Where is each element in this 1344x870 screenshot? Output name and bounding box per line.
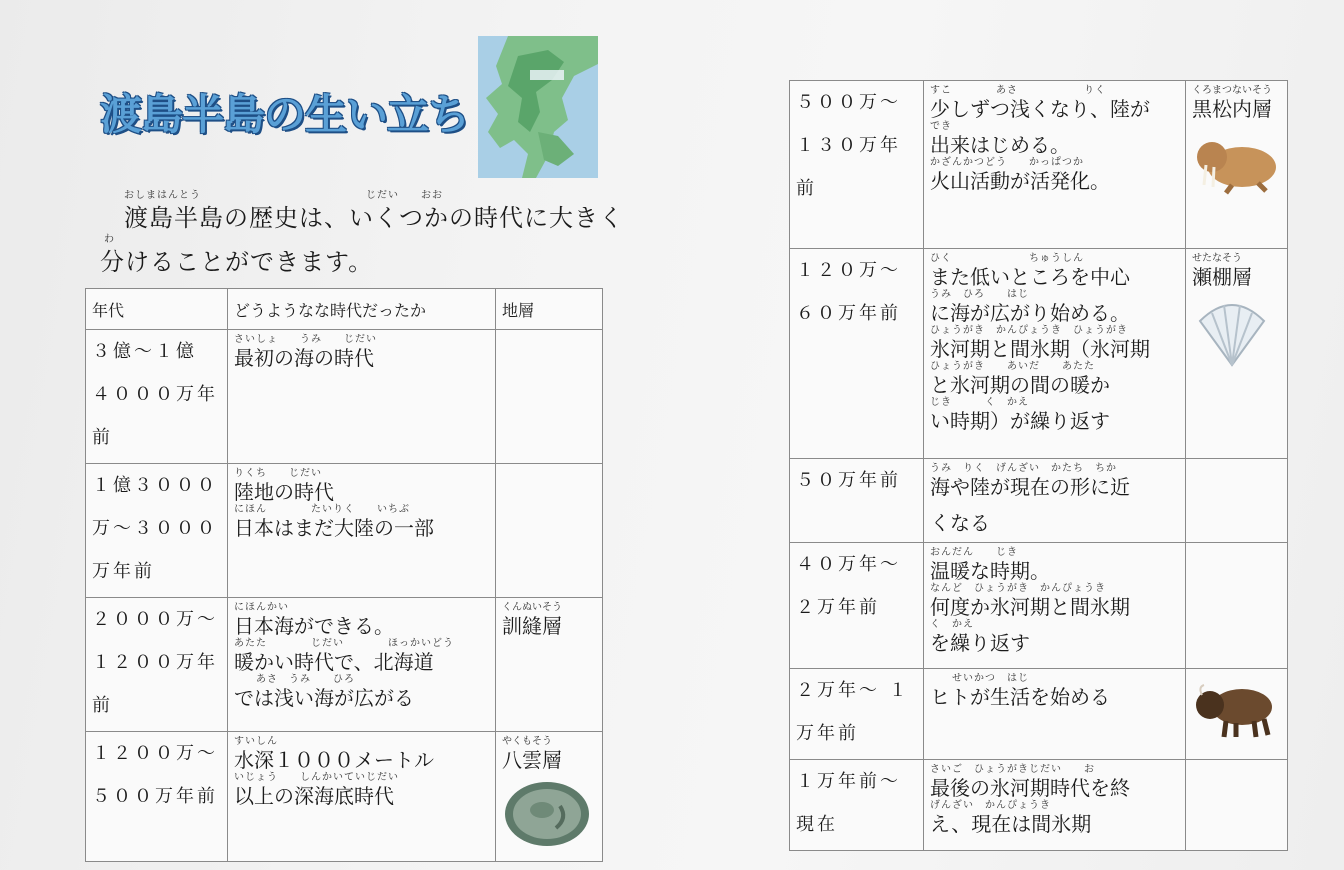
desc-line bbox=[930, 800, 1179, 836]
table-row bbox=[790, 81, 1288, 249]
ruby: あさ うみ ひろ bbox=[234, 674, 355, 685]
ruby: さいご ひょうがきじだい お bbox=[930, 764, 1095, 775]
desc-cell bbox=[924, 459, 1186, 543]
table-row bbox=[790, 249, 1288, 459]
era-cell: １２００万～ ５００万年前 bbox=[86, 732, 228, 862]
desc-line bbox=[930, 463, 1179, 499]
ruby: いじょう しんかいていじだい bbox=[234, 772, 399, 783]
era-cell: ３億～１億 ４０００万年 前 bbox=[86, 330, 228, 464]
layer-ruby: くろまつないそう bbox=[1192, 85, 1272, 96]
layer-cell bbox=[1186, 81, 1288, 249]
era-cell: ４０万年～ ２万年前 bbox=[790, 543, 924, 669]
desc-line bbox=[234, 736, 489, 772]
oshima-peninsula-map bbox=[478, 36, 598, 178]
layer-cell bbox=[1186, 760, 1288, 851]
desc-line bbox=[234, 772, 489, 808]
ruby: じき く かえ bbox=[930, 397, 1029, 408]
table-row bbox=[790, 543, 1288, 669]
ruby: さいしょ うみ じだい bbox=[234, 334, 377, 345]
desc-cell bbox=[924, 760, 1186, 851]
desc-text: に海が広がり始める。 bbox=[930, 301, 1130, 325]
desc-line bbox=[930, 289, 1179, 325]
desc-cell bbox=[924, 669, 1186, 760]
ruby: ひょうがき あいだ あたた bbox=[930, 361, 1095, 372]
walrus-illustration bbox=[1192, 127, 1280, 195]
table-row bbox=[86, 598, 603, 732]
era-table-left bbox=[85, 288, 603, 862]
desc-text: い時期）が繰り返す bbox=[930, 409, 1110, 433]
desc-line bbox=[930, 583, 1179, 619]
desc-text: 陸地の時代 bbox=[234, 480, 334, 504]
table-header-row bbox=[86, 289, 603, 330]
desc-text: 最初の海の時代 bbox=[234, 346, 374, 370]
desc-text: 温暖な時期。 bbox=[930, 559, 1050, 583]
layer-name: 瀬棚層 bbox=[1192, 265, 1252, 289]
ruby: うみ りく げんざい かたち ちか bbox=[930, 463, 1117, 474]
desc-line bbox=[930, 547, 1179, 583]
header-era: 年代 bbox=[86, 289, 228, 330]
intro-line-1: 渡島半島の歴史は、いくつかの時代に大きく bbox=[124, 204, 624, 232]
layer-ruby: せたなそう bbox=[1192, 253, 1242, 264]
ruby: ひく ちゅうしん bbox=[930, 253, 1084, 264]
desc-line bbox=[234, 468, 489, 504]
desc-line bbox=[234, 638, 489, 674]
table-row bbox=[790, 760, 1288, 851]
desc-text: 以上の深海底時代 bbox=[234, 784, 394, 808]
ruby: げんざい かんぴょうき bbox=[930, 800, 1051, 811]
desc-text: 日本はまだ大陸の一部 bbox=[234, 516, 434, 540]
layer-name: 黒松内層 bbox=[1192, 97, 1272, 121]
layer-name: 八雲層 bbox=[502, 748, 562, 772]
desc-text: 何度か氷河期と間氷期 bbox=[930, 595, 1130, 619]
desc-text: 出来はじめる。 bbox=[930, 133, 1070, 157]
ruby: く かえ bbox=[930, 619, 974, 630]
era-cell: ２０００万～ １２００万年 前 bbox=[86, 598, 228, 732]
desc-line bbox=[930, 619, 1179, 655]
ruby: にほん たいりく いちぶ bbox=[234, 504, 410, 515]
desc-line bbox=[930, 397, 1179, 433]
layer-cell bbox=[496, 330, 603, 464]
desc-line bbox=[234, 504, 489, 540]
era-cell: ５００万～ １３０万年前 bbox=[790, 81, 924, 249]
table-row bbox=[790, 459, 1288, 543]
ruby: あたた じだい ほっかいどう bbox=[234, 638, 454, 649]
layer-cell bbox=[1186, 459, 1288, 543]
desc-text: また低いところを中心 bbox=[930, 265, 1130, 289]
desc-text: と氷河期の間の暖か bbox=[930, 373, 1110, 397]
desc-text: 日本海ができる。 bbox=[234, 614, 394, 638]
desc-text: 暖かい時代で、北海道 bbox=[234, 650, 434, 674]
desc-text: 火山活動が活発化。 bbox=[930, 169, 1110, 193]
page-title: 渡島半島の生い立ち bbox=[100, 90, 470, 139]
desc-text: 水深１０００メートル bbox=[234, 748, 434, 772]
era-cell: １億３０００ 万～３０００ 万年前 bbox=[86, 464, 228, 598]
ruby: りくち じだい bbox=[234, 468, 322, 479]
layer-ruby: やくもそう bbox=[502, 736, 552, 747]
desc-line bbox=[930, 85, 1179, 121]
desc-line bbox=[930, 325, 1179, 361]
era-table-right bbox=[789, 80, 1288, 851]
desc-line bbox=[234, 674, 489, 710]
desc-text: くなる bbox=[930, 511, 990, 535]
layer-ruby: くんぬいそう bbox=[502, 602, 562, 613]
layer-cell bbox=[1186, 669, 1288, 760]
desc-cell bbox=[228, 330, 496, 464]
table-row bbox=[86, 464, 603, 598]
era-cell: １２０万～ ６０万年前 bbox=[790, 249, 924, 459]
desc-cell bbox=[924, 249, 1186, 459]
desc-line bbox=[930, 157, 1179, 193]
header-layer: 地層 bbox=[496, 289, 603, 330]
ruby: おんだん じき bbox=[930, 547, 1018, 558]
desc-text: 海や陸が現在の形に近 bbox=[930, 475, 1130, 499]
era-cell: ２万年～ １万年前 bbox=[790, 669, 924, 760]
ruby: かざんかつどう かっぱつか bbox=[930, 157, 1084, 168]
layer-cell bbox=[1186, 543, 1288, 669]
bison-illustration bbox=[1192, 679, 1278, 739]
intro-line-2: 分けることができます。 bbox=[100, 248, 374, 276]
ruby: せいかつ はじ bbox=[930, 673, 1029, 684]
ruby: にほんかい bbox=[234, 602, 289, 613]
desc-line bbox=[930, 361, 1179, 397]
intro-ruby-1: おしまはんとう じだい おお bbox=[124, 190, 443, 201]
desc-cell bbox=[228, 732, 496, 862]
desc-cell bbox=[924, 81, 1186, 249]
era-cell: １万年前～ 現在 bbox=[790, 760, 924, 851]
ruby: ひょうがき かんぴょうき ひょうがき bbox=[930, 325, 1128, 336]
desc-text: え、現在は間氷期 bbox=[930, 812, 1092, 836]
desc-text: 氷河期と間氷期（氷河期 bbox=[930, 337, 1150, 361]
desc-cell bbox=[228, 598, 496, 732]
desc-line bbox=[930, 764, 1179, 800]
ruby: でき bbox=[930, 121, 952, 132]
layer-cell bbox=[496, 464, 603, 598]
desc-line bbox=[234, 602, 489, 638]
desc-text: ヒトが生活を始める bbox=[930, 685, 1110, 709]
era-cell: ５０万年前 bbox=[790, 459, 924, 543]
desc-text: 最後の氷河期時代を終 bbox=[930, 776, 1130, 800]
ruby: すいしん bbox=[234, 736, 278, 747]
desc-text: では浅い海が広がる bbox=[234, 686, 414, 710]
intro-ruby-2: わ bbox=[104, 234, 115, 245]
layer-cell bbox=[496, 598, 603, 732]
desc-line bbox=[930, 121, 1179, 157]
table-row bbox=[86, 732, 603, 862]
ruby bbox=[930, 499, 1179, 511]
desc-text: を繰り返す bbox=[930, 631, 1030, 655]
layer-cell bbox=[1186, 249, 1288, 459]
ruby: うみ ひろ はじ bbox=[930, 289, 1029, 300]
table-row bbox=[790, 669, 1288, 760]
desc-line bbox=[930, 673, 1179, 709]
table-row bbox=[86, 330, 603, 464]
desc-line bbox=[930, 253, 1179, 289]
shell-fossil-illustration bbox=[502, 778, 592, 850]
layer-name: 訓縫層 bbox=[502, 614, 562, 638]
header-description: どうようなな時代だったか bbox=[228, 289, 496, 330]
desc-line bbox=[234, 334, 489, 370]
ruby: すこ あさ りく bbox=[930, 85, 1106, 96]
desc-line bbox=[930, 499, 1179, 535]
desc-cell bbox=[228, 464, 496, 598]
layer-cell bbox=[496, 732, 603, 862]
ruby: なんど ひょうがき かんぴょうき bbox=[930, 583, 1106, 594]
desc-cell bbox=[924, 543, 1186, 669]
desc-text: 少しずつ浅くなり、陸が bbox=[930, 97, 1150, 121]
scallop-shell-illustration bbox=[1192, 295, 1272, 369]
